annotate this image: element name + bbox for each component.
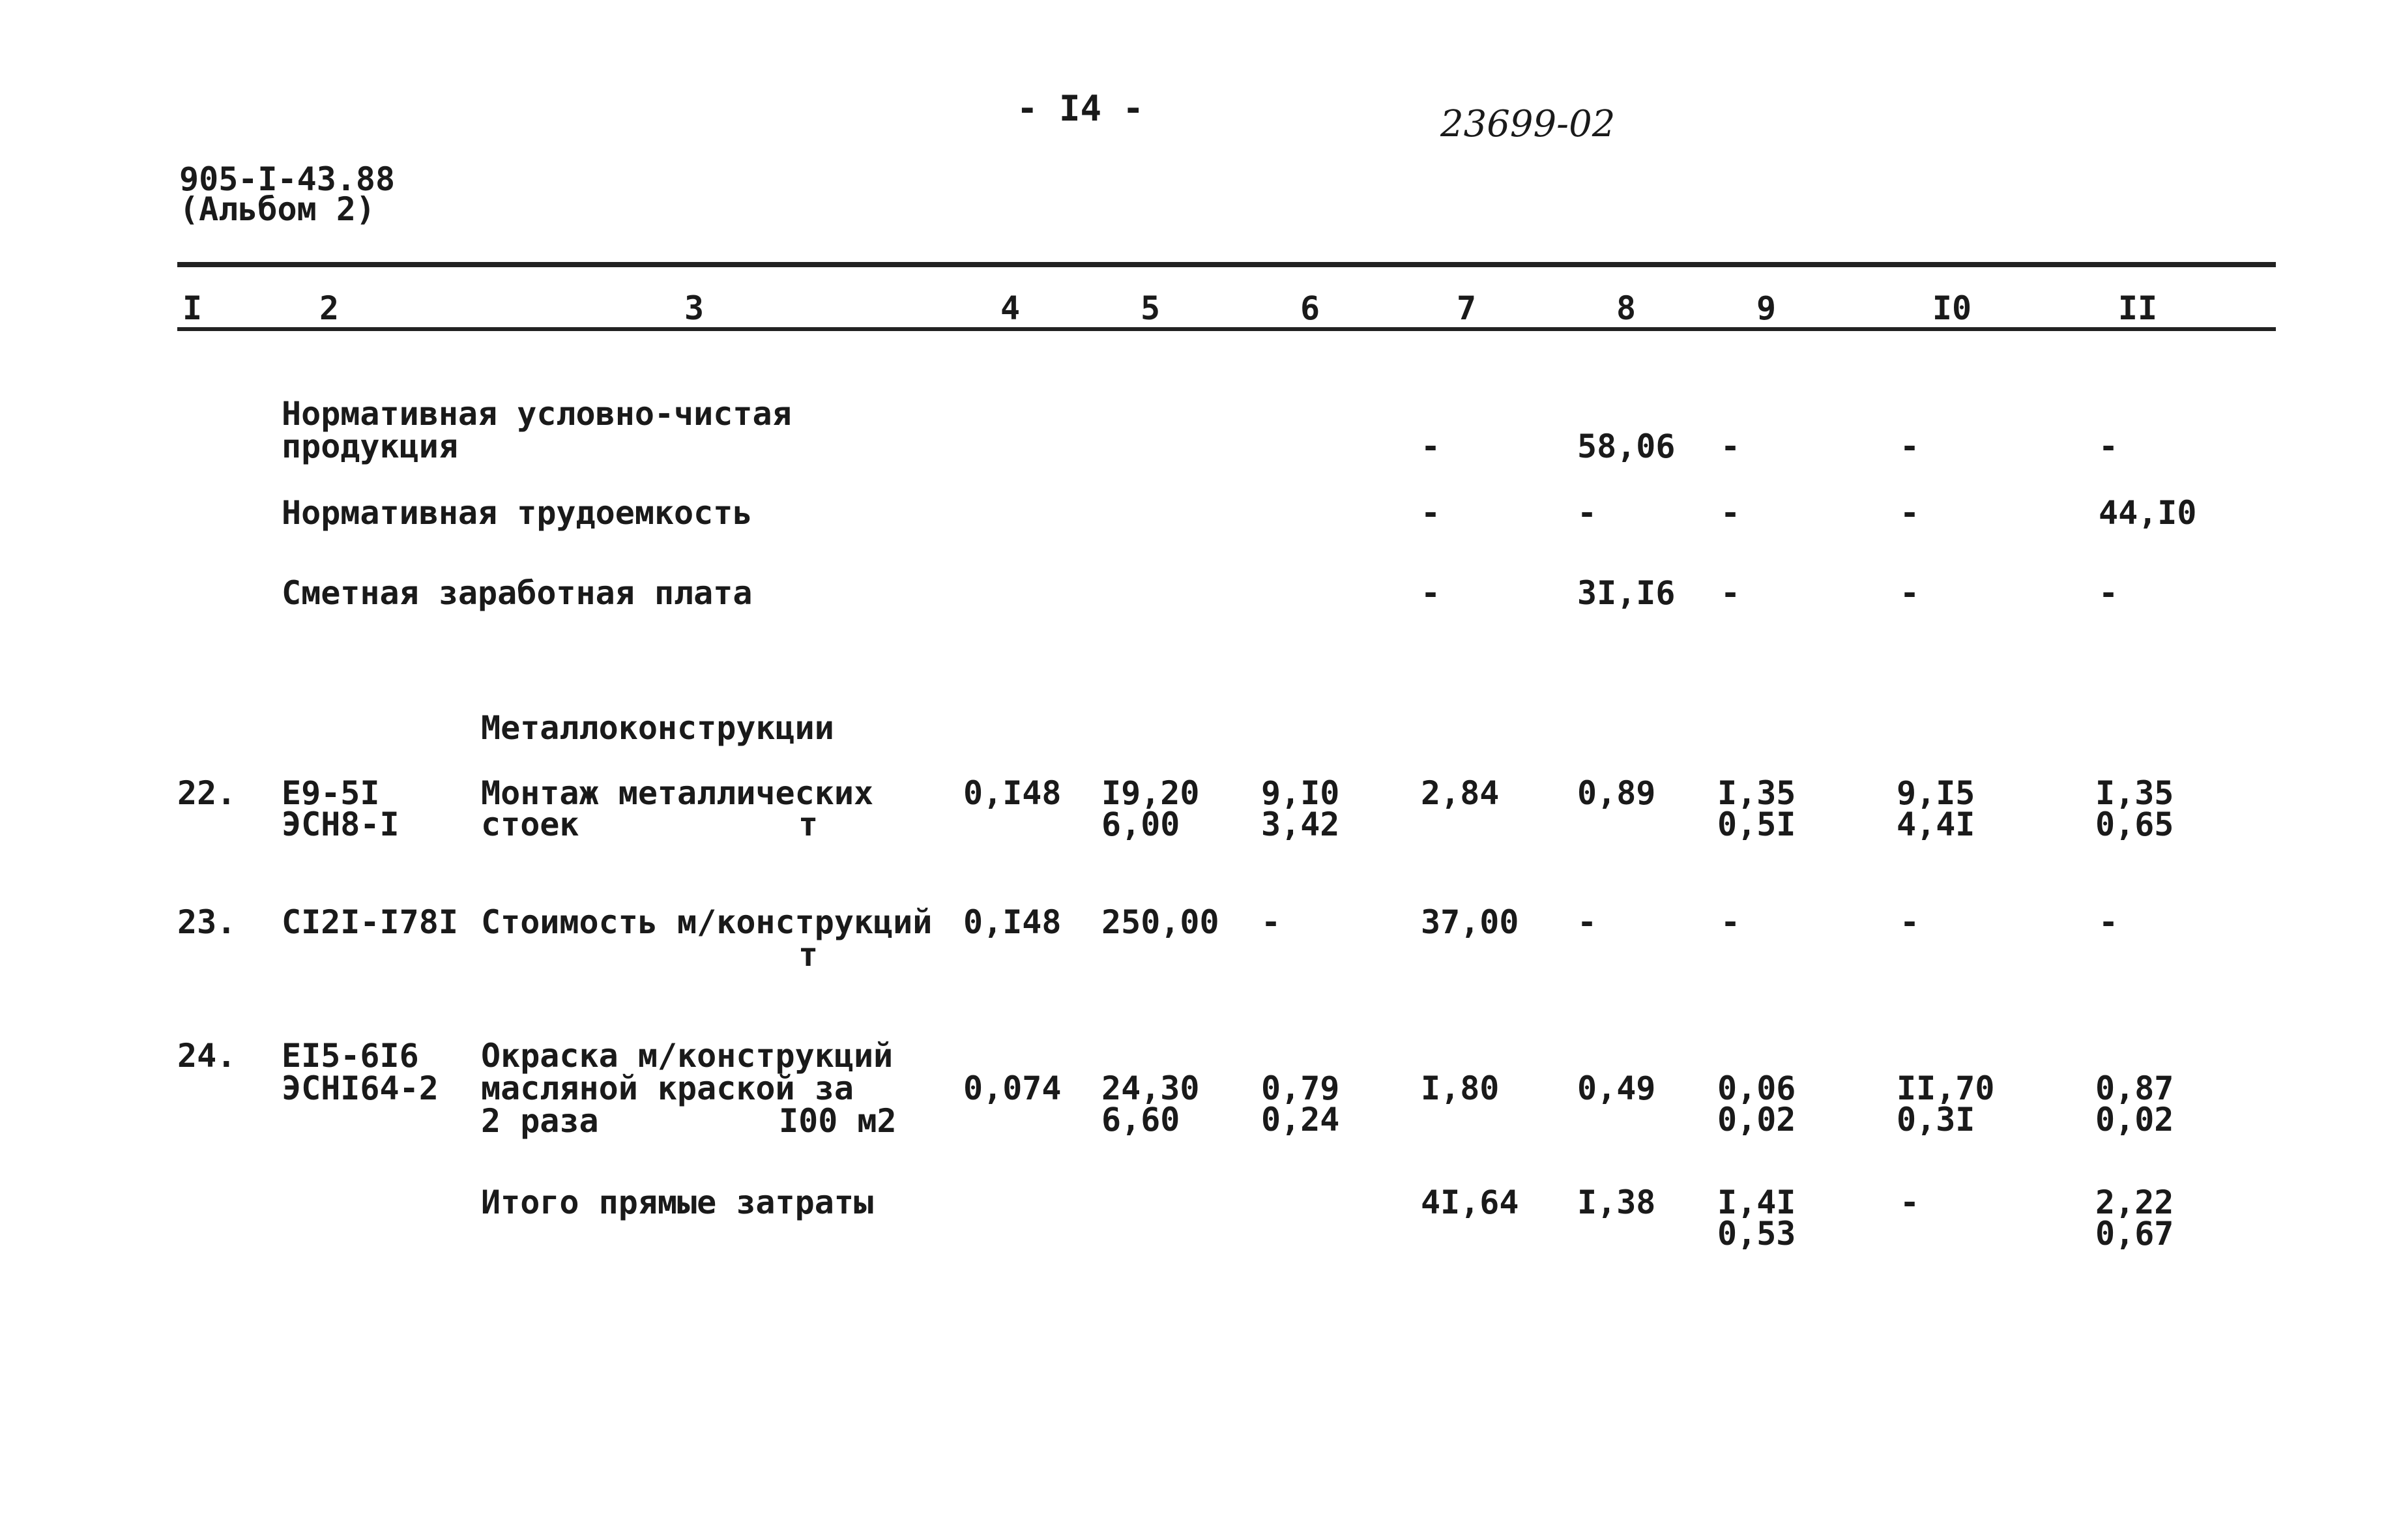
unit: I00 м2 [779,1102,897,1140]
cell: 0,24 [1261,1101,1340,1139]
cell: 9,I5 [1897,774,1975,812]
total-label: Итого прямые затраты [481,1184,874,1221]
cell: I,80 [1421,1069,1500,1107]
cell: - [1577,903,1597,941]
document-code: 23699-02 [1440,103,1616,145]
cell: 0,I48 [963,774,1062,812]
column-number: 4 [1000,289,1021,327]
norm-code: Е9-5I [282,774,380,812]
work-name: масляной краской за [481,1069,854,1107]
cell: I9,20 [1101,774,1200,812]
row-number: 22. [177,774,237,812]
cell: 0,02 [2095,1101,2174,1139]
norm-code: СI2I-I78I [282,903,458,941]
unit: т [798,806,819,843]
cell: 37,00 [1421,903,1519,941]
page-number: - I4 - [1017,88,1144,129]
column-number: I [182,289,203,327]
column-number: I0 [1932,289,1972,327]
cell: 4,4I [1897,806,1975,843]
cell: 250,00 [1101,903,1219,941]
cell: 0,65 [2095,806,2174,843]
cell: 3,42 [1261,806,1340,843]
cell: - [1900,903,1920,941]
cell: - [1421,428,1441,465]
cell: I,35 [2095,774,2174,812]
cell: 0,53 [1717,1215,1796,1253]
cell: - [2099,903,2119,941]
cell: - [1900,494,1920,532]
column-number: II [2117,289,2158,327]
work-name: Окраска м/конструкций [481,1037,894,1075]
cell: 0,5I [1717,806,1796,843]
cell: - [1900,1184,1920,1221]
cell: 2,22 [2095,1184,2174,1221]
column-number: 2 [319,289,340,327]
column-number: 5 [1140,289,1161,327]
project-number: 905-I-43.88 [179,160,396,198]
section-title: Металлоконструкции [481,709,834,747]
cell: I,35 [1717,774,1796,812]
cell: 0,79 [1261,1069,1340,1107]
cell: 0,06 [1717,1069,1796,1107]
cell: - [1721,428,1741,465]
row-number: 24. [177,1037,237,1075]
cell: 0,89 [1577,774,1656,812]
column-number: 7 [1456,289,1477,327]
work-name: 2 раза [481,1102,599,1140]
cell: 0,I48 [963,903,1062,941]
work-name: стоек [481,806,579,843]
cell: 9,I0 [1261,774,1340,812]
cell: 0,074 [963,1069,1062,1107]
table-header-rule [177,327,2276,331]
cell: - [1261,903,1281,941]
norm-code: ЕI5-6I6 [282,1037,419,1075]
album-label: (Альбом 2) [179,190,376,228]
cell: - [1900,574,1920,612]
norm-code: ЭСНI64-2 [282,1069,439,1107]
cell: 3I,I6 [1577,574,1676,612]
cell: I,4I [1717,1184,1796,1221]
unit: т [798,936,819,974]
cell: - [1900,428,1920,465]
norm-code: ЭСН8-I [282,806,400,843]
column-number: 6 [1300,289,1320,327]
cell: 4I,64 [1421,1184,1519,1221]
cell: 0,49 [1577,1069,1656,1107]
row-label: Сметная заработная плата [282,574,753,612]
cell: I,38 [1577,1184,1656,1221]
row-label: продукция [282,428,458,465]
column-number: 9 [1756,289,1777,327]
cell: - [1721,903,1741,941]
cell: - [1721,494,1741,532]
cell: II,70 [1897,1069,1995,1107]
cell: - [1721,574,1741,612]
cell: - [2099,574,2119,612]
column-number: 8 [1616,289,1637,327]
row-number: 23. [177,903,237,941]
cell: - [2099,428,2119,465]
cell: 0,3I [1897,1101,1975,1139]
cell: 44,I0 [2099,494,2197,532]
cell: - [1421,494,1441,532]
cell: 0,02 [1717,1101,1796,1139]
cell: 2,84 [1421,774,1500,812]
table-top-rule [177,262,2276,267]
row-label: Нормативная трудоемкость [282,494,753,532]
cell: - [1577,494,1597,532]
cell: 0,87 [2095,1069,2174,1107]
cell: 58,06 [1577,428,1676,465]
cell: 0,67 [2095,1215,2174,1253]
work-name: Монтаж металлических [481,774,874,812]
cell: 24,30 [1101,1069,1200,1107]
cell: 6,60 [1101,1101,1180,1139]
column-number: 3 [684,289,705,327]
cell: - [1421,574,1441,612]
work-name: Стоимость м/конструкций [481,903,933,941]
cell: 6,00 [1101,806,1180,843]
row-label: Нормативная условно-чистая [282,395,792,433]
